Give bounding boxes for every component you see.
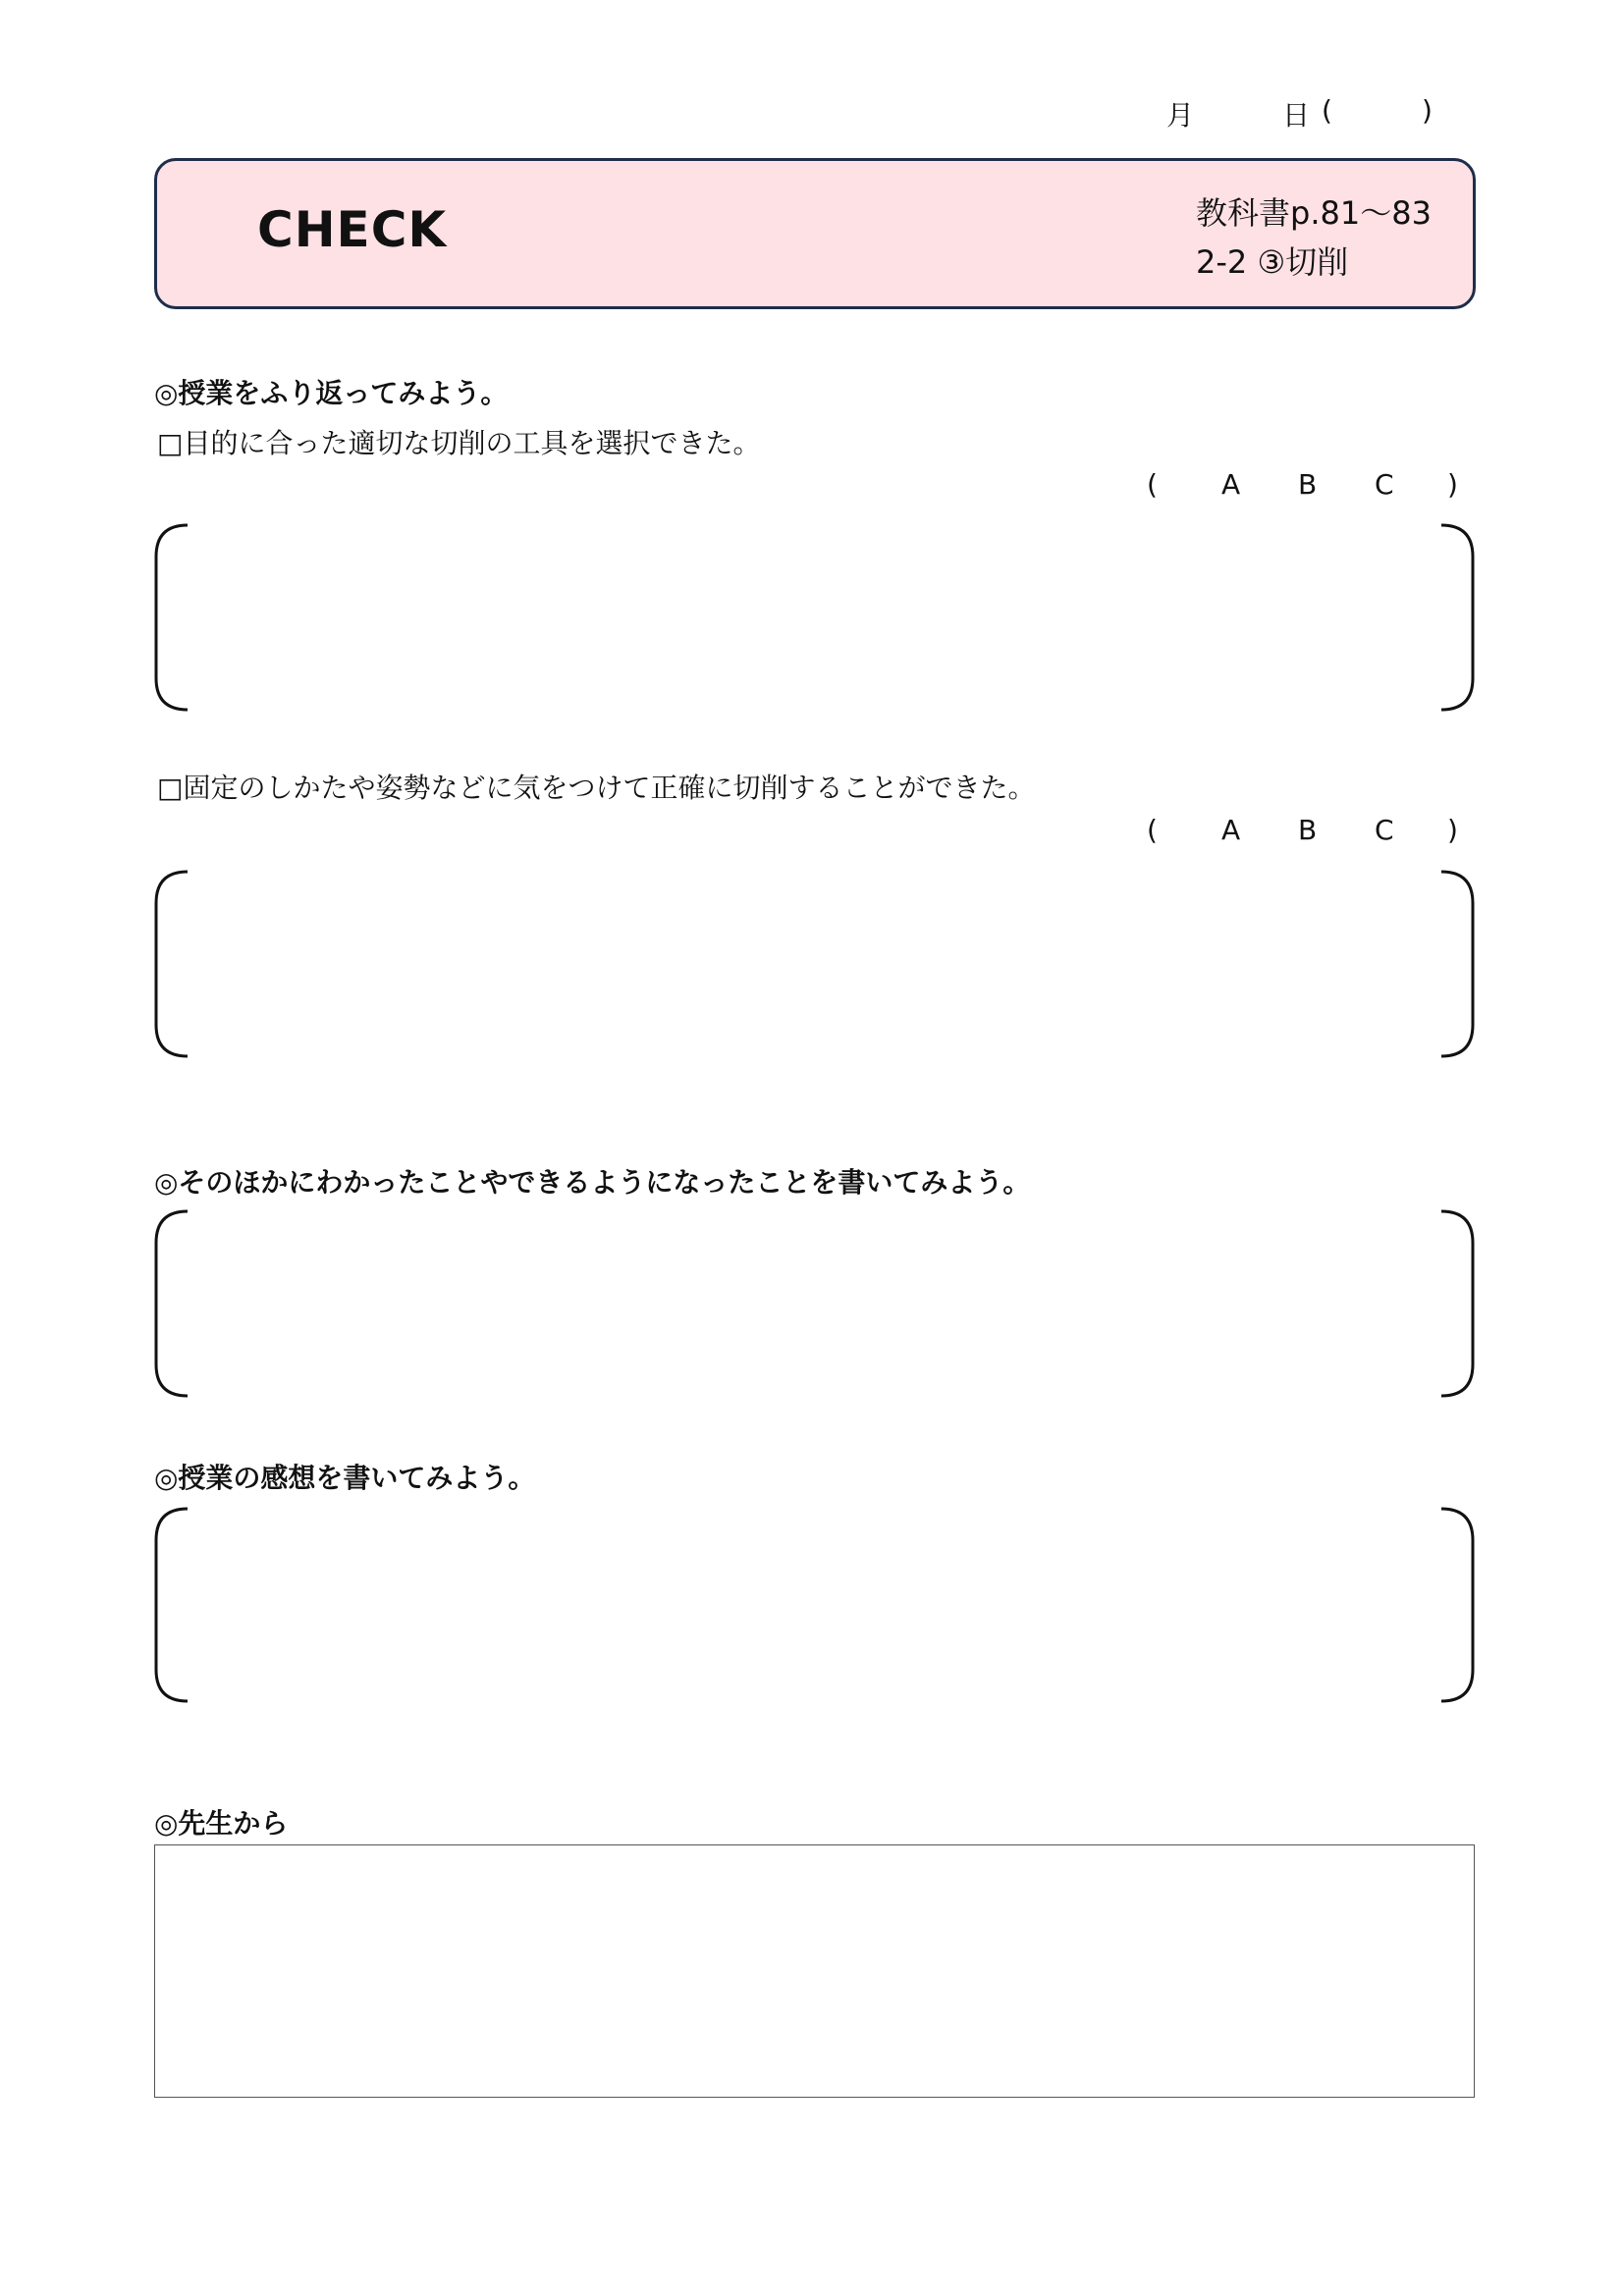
rating-option-b[interactable]: B	[1298, 814, 1318, 846]
checklist-item-1[interactable]: □目的に合った適切な切削の工具を選択できた。	[157, 427, 761, 459]
lesson-reference	[1196, 188, 1432, 287]
rating-open-paren: (	[1147, 468, 1158, 501]
rating-option-a[interactable]: A	[1221, 814, 1241, 846]
weekday-open-paren: (	[1322, 94, 1332, 127]
impressions-heading: ◎授業の感想を書いてみよう。	[154, 1462, 536, 1494]
answer-area-4[interactable]	[154, 1507, 1475, 1703]
review-heading: ◎授業をふり返ってみよう。	[154, 377, 509, 409]
teacher-heading: ◎先生から	[154, 1807, 289, 1840]
date-line	[1159, 94, 1453, 133]
rating-scale-2	[1147, 814, 1471, 853]
answer-area-3[interactable]	[154, 1209, 1475, 1398]
textbook-reference: 教科書p.81〜83	[1196, 194, 1432, 232]
unit-label: 2-2 ③切削	[1196, 243, 1349, 281]
teacher-comment-box[interactable]	[154, 1844, 1475, 2098]
month-label: 月	[1166, 99, 1195, 132]
rating-close-paren: )	[1447, 468, 1458, 501]
rating-close-paren: )	[1447, 814, 1458, 846]
day-label: 日	[1282, 99, 1311, 132]
rating-option-c[interactable]: C	[1375, 814, 1394, 846]
checklist-item-2[interactable]: □固定のしかたや姿勢などに気をつけて正確に切削することができた。	[157, 772, 1036, 804]
rating-scale-1	[1147, 468, 1471, 507]
answer-area-2[interactable]	[154, 870, 1475, 1058]
other-learnings-heading: ◎そのほかにわかったことやできるようになったことを書いてみよう。	[154, 1166, 1031, 1199]
rating-open-paren: (	[1147, 814, 1158, 846]
rating-option-b[interactable]: B	[1298, 468, 1318, 501]
page-title: CHECK	[257, 201, 448, 258]
answer-area-1[interactable]	[154, 523, 1475, 712]
rating-option-a[interactable]: A	[1221, 468, 1241, 501]
rating-option-c[interactable]: C	[1375, 468, 1394, 501]
weekday-close-paren: )	[1422, 94, 1433, 127]
